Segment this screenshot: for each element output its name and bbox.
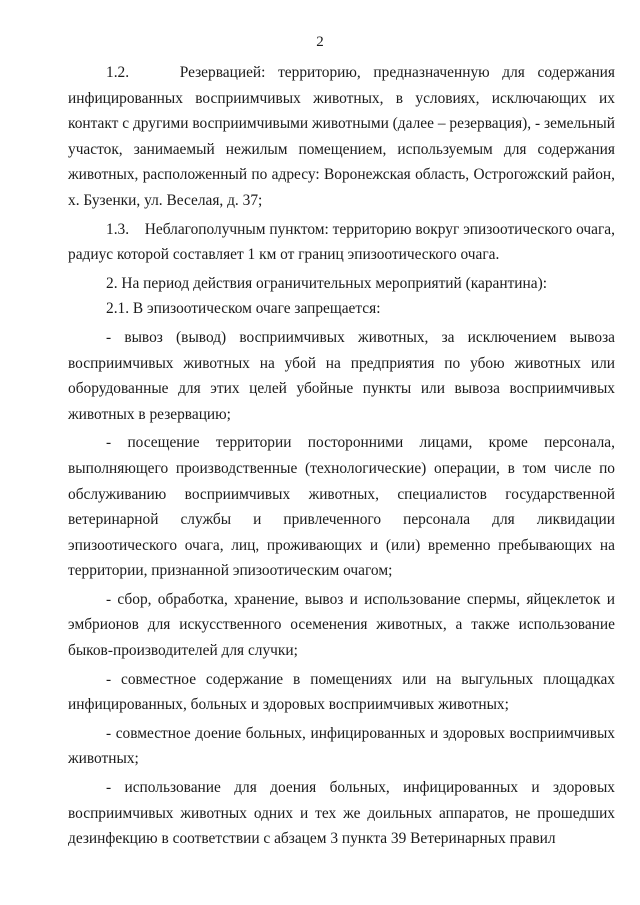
- list-item-milking-equipment: - использование для доения больных, инфицированных и здоровых восприимчивых животных одних и тех же доильных аппаратов, не прошедших дезинфекцию в соответствии с абзацем 3 пункта 39 Ветеринарных правил: [68, 779, 615, 848]
- list-item-joint-keeping: - совместное содержание в помещениях или на выгульных площадках инфицированных, больных и здоровых восприимчивых животных;: [68, 670, 615, 714]
- paragraph-2-1-prohibitions: 2.1. В эпизоотическом очаге запрещается:: [106, 300, 381, 318]
- document-body: [68, 60, 615, 855]
- paragraph-1-3-unfavorable-point: 1.3. Неблагополучным пунктом: территорию вокруг эпизоотического очага, радиус которой составляет 1 км от границ эпизоотического очага.: [68, 220, 615, 264]
- paragraph-1-2-reservation: 1.2. Резервацией: территорию, предназначенную для содержания инфицированных восприимчивых животных, в условиях, исключающих их контакт с другими восприимчивыми животными (далее – резервация), - земельный участок, занимаемый нежилым помещением, используемым для содержания животных, расположенный по адресу: Воронежская область, Острогожский район, х. Бузенки, ул. Веселая, д. 37;: [68, 64, 615, 209]
- list-item-visiting-territory: - посещение территории посторонними лицами, кроме персонала, выполняющего производственные (технологические) операции, в том числе по обслуживанию восприимчивых животных, специалистов государственной ветеринарной службы и привлеченного персонала для ликвидации эпизоотического очага, лиц, проживающих и (или) временно пребывающих на территории, признанной эпизоотическим очагом;: [68, 434, 615, 580]
- list-item-animal-removal: - вывоз (вывод) восприимчивых животных, за исключением вывоза восприимчивых животных на убой на предприятия по убою животных или оборудованные для этих целей убойные пункты или вывоза восприимчивых животных в резервацию;: [68, 328, 615, 423]
- list-item-joint-milking: - совместное доение больных, инфицированных и здоровых восприимчивых животных;: [68, 724, 615, 768]
- paragraph-2-quarantine-period: 2. На период действия ограничительных мероприятий (карантина):: [106, 274, 548, 292]
- page-number: 2: [316, 34, 324, 50]
- list-item-sperm-embryo-use: - сбор, обработка, хранение, вывоз и использование спермы, яйцеклеток и эмбрионов для искусственного осеменения животных, а также использование быков-производителей для случки;: [68, 590, 615, 660]
